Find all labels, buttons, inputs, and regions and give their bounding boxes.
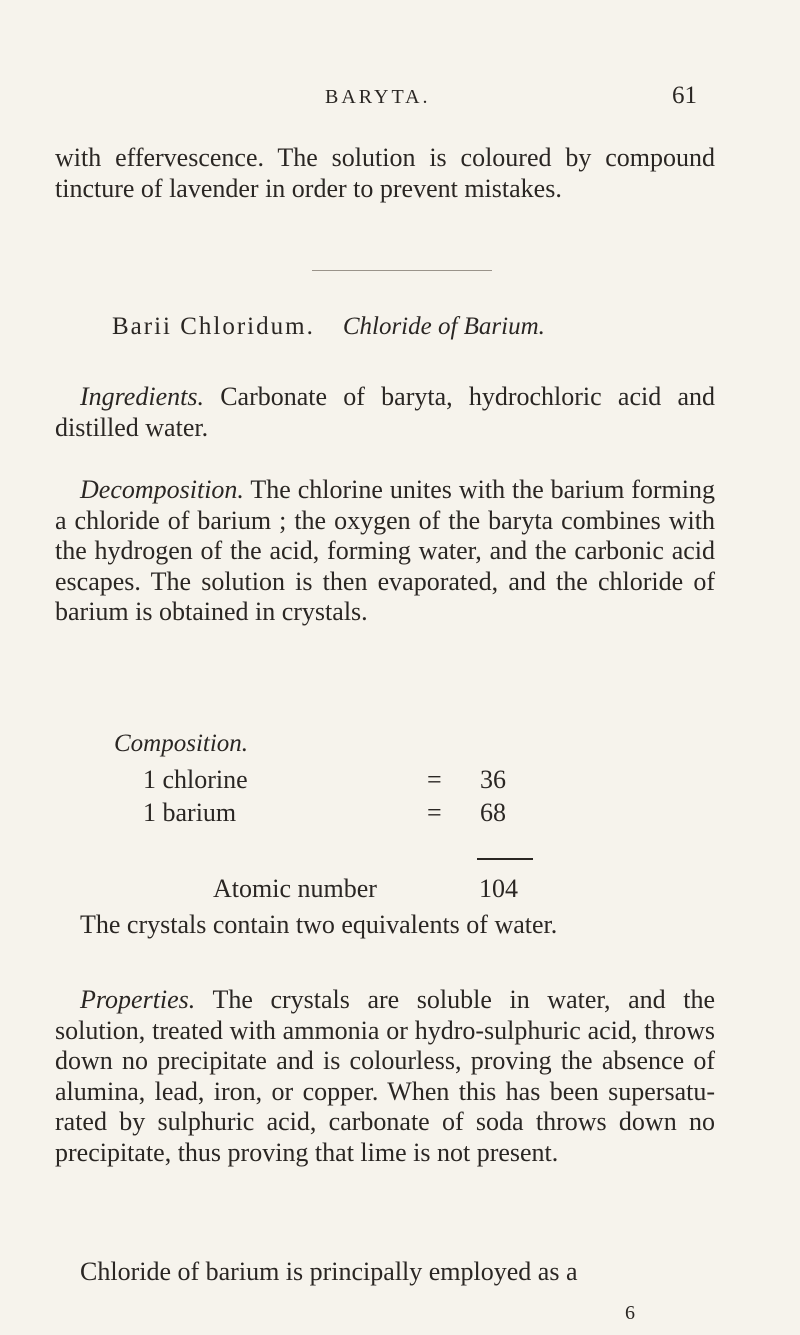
properties-paragraph — [55, 985, 715, 1168]
page-header — [0, 82, 800, 116]
equals-sign: = — [427, 798, 442, 827]
element-value: 68 — [480, 798, 506, 827]
closing-paragraph: Chloride of barium is principally employed as a — [80, 1257, 578, 1286]
title-english: Chloride of Barium. — [342, 313, 545, 340]
title-latin: Barii Chloridum. — [112, 313, 315, 340]
ingredients-label: Ingredients. — [80, 382, 204, 411]
atomic-number-row — [213, 874, 518, 904]
section-title — [112, 313, 545, 341]
atomic-number-value: 104 — [479, 874, 518, 903]
decomposition-paragraph — [55, 475, 715, 628]
section-divider — [312, 270, 492, 271]
ingredients-text: Carbonate of baryta, hydrochloric acid and distilled water. — [55, 382, 716, 442]
sum-rule — [477, 858, 533, 860]
signature-mark: 6 — [625, 1302, 635, 1324]
element-value: 36 — [480, 765, 506, 794]
decomposition-label: Decomposition. — [80, 475, 244, 504]
equals-sign: = — [427, 765, 442, 794]
element-name: 1 chlorine — [143, 765, 248, 794]
properties-label: Properties. — [80, 985, 196, 1014]
atomic-number-label: Atomic number — [213, 874, 377, 903]
running-head: BARYTA. — [325, 86, 431, 108]
intro-paragraph: with effervescence. The solution is coloured by compound tincture of lavender in order to prevent mistakes. — [55, 143, 715, 203]
element-name: 1 barium — [143, 798, 237, 827]
properties-text: The crystals are soluble in water, and the solution, treated with ammonia or hydro-sulphuric acid, throws down no precipitate and is colourless, proving the absence of alumina, lead, iron, or copper. When this has been supersatu-rated by sulphuric acid, carbonate of soda throws down no precipitate, thus proving that lime is not present. — [55, 985, 715, 1167]
decomposition-text: The chlorine unites with the barium forming a chloride of barium ; the oxygen of the baryta combines with the hydrogen of the acid, forming water, and the carbonic acid escapes. The solution is then evaporated, and the chloride of barium is obtained in crystals. — [55, 475, 716, 626]
page-number: 61 — [672, 82, 697, 109]
ingredients-paragraph — [55, 382, 715, 443]
crystals-paragraph: The crystals contain two equivalents of water. — [80, 910, 558, 939]
composition-label: Composition. — [114, 730, 249, 757]
